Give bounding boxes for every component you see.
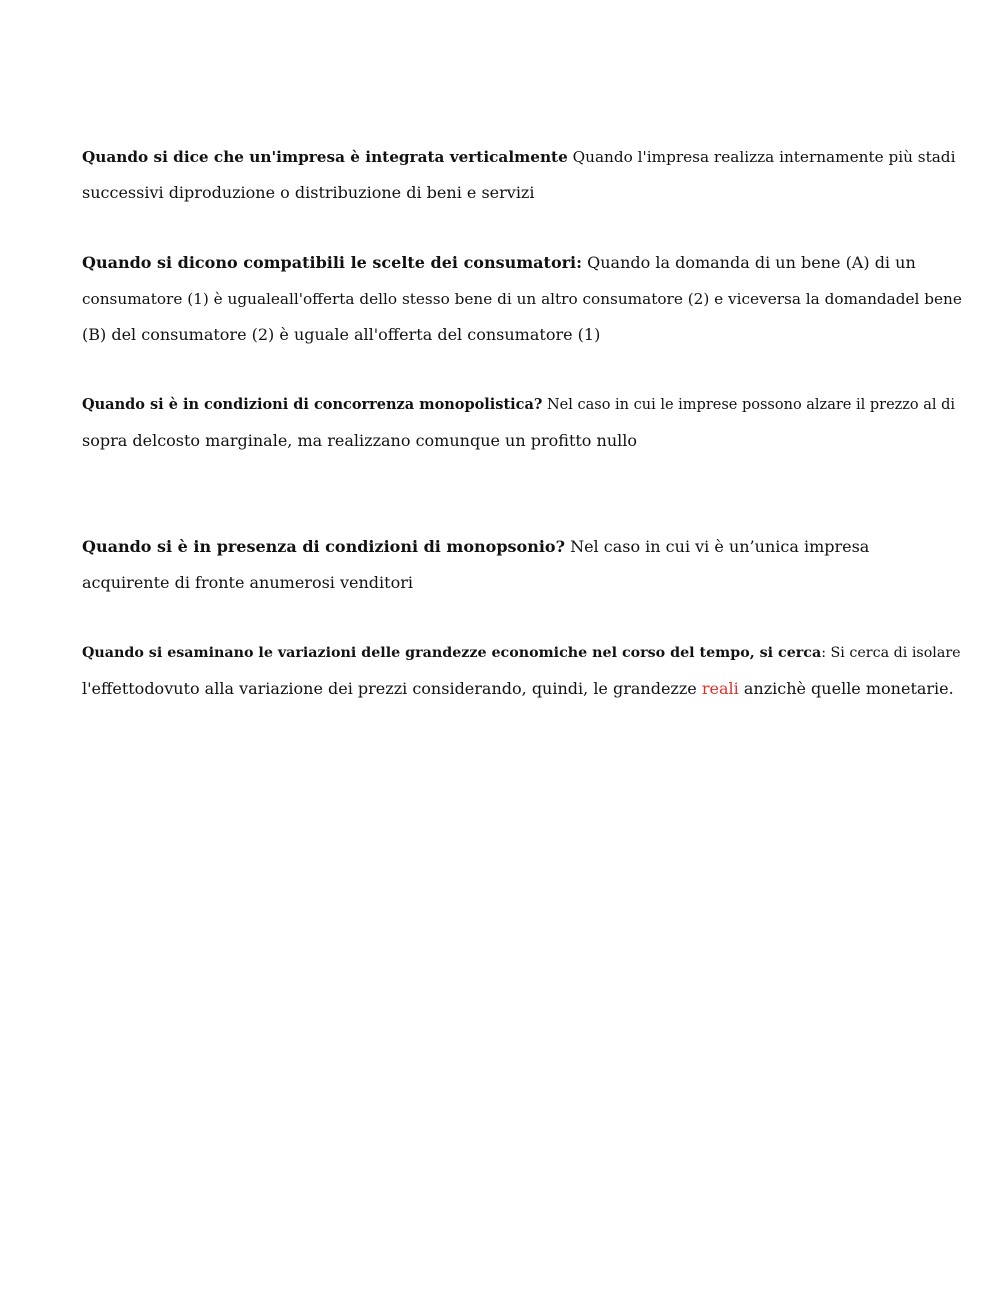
question-text: Quando si dice che un'impresa è integrata verticalmente: [82, 148, 568, 166]
qa-line: [82, 387, 962, 423]
qa-item-vertical-integration: [82, 139, 962, 211]
qa-item-monopolistic-competition: [82, 387, 962, 459]
answer-text: Nel caso in cui le imprese possono alzare il prezzo al di: [546, 397, 956, 413]
answer-text: l'effettodovuto alla variazione dei prezzi considerando, quindi, le grandezze: [82, 679, 697, 698]
qa-item-consumer-choices: [82, 245, 962, 353]
qa-line: [82, 529, 962, 565]
answer-text: anzichè quelle monetarie.: [743, 679, 954, 698]
qa-item-economic-variables: [82, 635, 962, 707]
answer-text: Quando l'impresa realizza internamente più stadi: [572, 148, 956, 166]
answer-text: successivi diproduzione o distribuzione di beni e servizi: [82, 183, 535, 202]
question-text: Quando si è in presenza di condizioni di monopsonio?: [82, 537, 565, 556]
answer-text: Nel caso in cui vi è un’unica impresa: [570, 537, 870, 556]
qa-line: [82, 245, 962, 281]
answer-text: consumatore (1) è ugualeall'offerta dello stesso bene di un altro consumatore (2) e viceversa la domandadel bene: [82, 290, 962, 308]
qa-line: [82, 635, 962, 671]
answer-text: Quando la domanda di un bene (A) di un: [587, 253, 916, 272]
qa-line: [82, 139, 962, 175]
answer-text: acquirente di fronte anumerosi venditori: [82, 573, 413, 592]
highlighted-word: reali: [701, 679, 739, 698]
answer-text: sopra delcosto marginale, ma realizzano comunque un profitto nullo: [82, 431, 637, 450]
question-text: Quando si dicono compatibili le scelte dei consumatori:: [82, 253, 583, 272]
qa-line: [82, 671, 962, 707]
qa-item-monopsony: [82, 529, 962, 601]
question-text: Quando si esaminano le variazioni delle grandezze economiche nel corso del tempo, si cerca: [82, 645, 822, 661]
question-text: Quando si è in condizioni di concorrenza monopolistica?: [82, 396, 543, 413]
separator-text: :: [821, 645, 827, 661]
answer-text: (B) del consumatore (2) è uguale all'offerta del consumatore (1): [82, 325, 601, 344]
answer-text: Si cerca di isolare: [830, 645, 961, 661]
